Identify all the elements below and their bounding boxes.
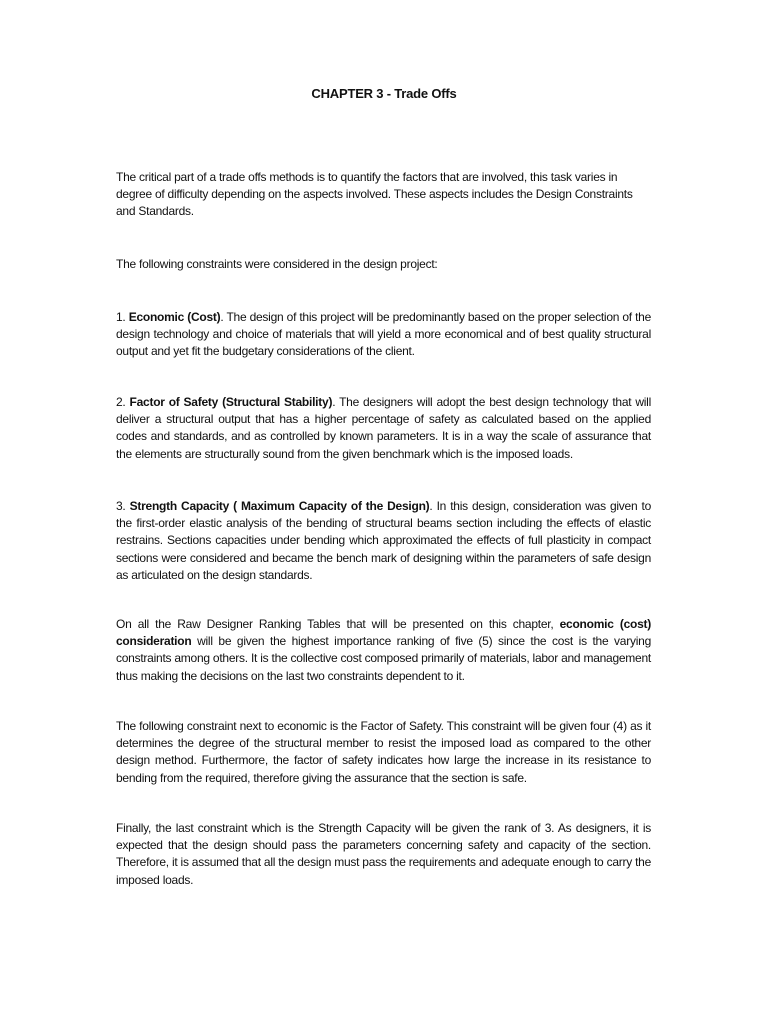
item-number: 2.: [116, 395, 130, 409]
intro-paragraph: The critical part of a trade offs methods is to quantify the factors that are involved, this task varies in degree of difficulty depending on the aspects involved. These aspects includes the Design Constraints and Standards.: [116, 170, 633, 219]
constraint-body: . The design of this project will be predominantly based on the proper selection of the design technology and choice of materials that will yield a more economical and of best quality structural output and yet fit the budgetary considerations of the client.: [116, 310, 651, 359]
ranking-paragraph: [116, 616, 651, 685]
constraints-intro-paragraph: The following constraints were considered in the design project:: [116, 257, 438, 271]
constraint-strength-paragraph: [116, 498, 651, 584]
constraint-heading: Strength Capacity ( Maximum Capacity of the Design): [129, 499, 430, 513]
constraint-body: . The designers will adopt the best design technology that will deliver a structural output that has a higher percentage of safety as calculated based on the applied codes and standards, and as controlled by known parameters. It is in a way the scale of assurance that the elements are structurally sound from the given benchmark which is the imposed loads.: [116, 395, 652, 461]
constraint-heading: Economic (Cost): [128, 310, 221, 324]
page-title: CHAPTER 3 - Trade Offs: [311, 86, 457, 101]
ranking-text-after: will be given the highest importance ranking of five (5) since the cost is the varying constraints among others. It is the collective cost composed primarily of materials, labor and management thus making the decisions on the last two constraints dependent to it.: [116, 634, 651, 683]
ranking-text-before: On all the Raw Designer Ranking Tables that will be presented on this chapter,: [116, 617, 560, 631]
constraint-economic-paragraph: [116, 309, 651, 361]
constraint-body: . In this design, consideration was given to the first-order elastic analysis of the bending of structural beams section including the effects of elastic restrains. Sections capacities under bending which approximated the effects of full plasticity in compact sections were considered and became the bench mark of designing within the parameters of safe design as articulated on the design standards.: [116, 499, 652, 582]
item-number: 3.: [116, 499, 130, 513]
constraint-safety-paragraph: [116, 394, 651, 463]
safety-ranking-paragraph: The following constraint next to economic is the Factor of Safety. This constraint will be given four (4) as it determines the degree of the structural member to resist the imposed load as compared to the other design method. Furthermore, the factor of safety indicates how large the increase in its resistance to bending from the required, therefore giving the assurance that the section is safe.: [116, 719, 651, 785]
constraint-heading: Factor of Safety (Structural Stability): [129, 395, 333, 409]
item-number: 1.: [116, 310, 129, 324]
ranking-bold-phrase: economic (cost) consideration: [116, 617, 651, 649]
strength-ranking-paragraph: Finally, the last constraint which is the Strength Capacity will be given the rank of 3. As designers, it is expected that the design should pass the parameters concerning safety and capacity of the section. Therefore, it is assumed that all the design must pass the requirements and adequate enough to carry the imposed loads.: [116, 821, 651, 887]
